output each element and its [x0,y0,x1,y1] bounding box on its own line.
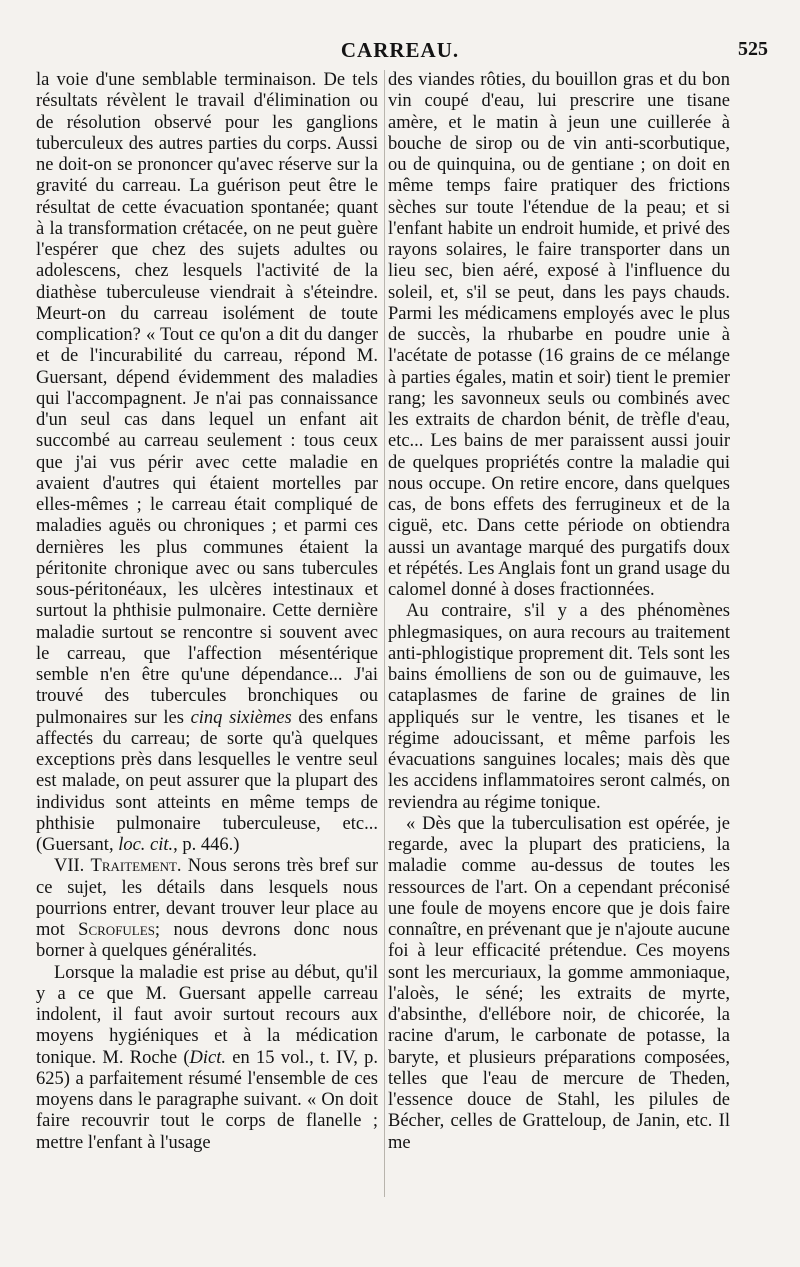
paragraph-traitement [36,856,378,962]
text-span: ; nous devrons donc nous borner à quelques généralités. [36,920,379,962]
section-heading: Traitement. [90,856,182,877]
page-header [0,36,800,66]
column-divider [384,70,385,1197]
text-span: en 15 vol., t. IV, p. 625) a parfaitement résumé l'ensemble de ces moyens dans le paragraphe suivant. « On doit faire recouvrir tout le corps de flanelle ; mettre l'enfant à l'usage [36,1047,378,1153]
paragraph-roche-quote: des viandes rôties, du bouillon gras et du bon vin coupé d'eau, lui prescrire une tisane amère, et le matin à jeun une cuillerée à bouche de sirop ou de vin anti-scorbutique, ou de quinquina, ou de gentiane ; on doit en même temps faire pratiquer des frictions sèches sur toute l'étendue de la peau; et si l'enfant habite un endroit humide, et privé des rayons solaires, le faire transporter dans un lieu sec, bien aéré, exposé à l'influence du soleil, et, s'il se peut, dans les pays chauds. Parmi les médicamens employés avec le plus de succès, la rhubarbe en poudre unie à l'acétate de potasse (16 grains de ce mélange à parties égales, matin et soir) tient le premier rang; les savonneux seuls ou combinés avec les extraits de chardon bénit, de trèfle d'eau, etc... Les bains de mer paraissent aussi jouir de quelques propriétés contre la maladie qui nous occupe. On retire encore, dans quelques cas, de bons effets des ferrugineux et de la ciguë, etc. Dans cette période on obtiendra aussi un avantage marqué des purgatifs doux et répétés. Les Anglais font un grand usage du calomel donné à doses fractionnées. [388,70,730,600]
page-number: 525 [738,38,768,60]
text-span: la voie d'une semblable terminaison. De tels résultats révèlent le travail d'élimination ou de résolution observé pour les ganglions tuberculeux des autres parties du corps. Aussi ne doit-on se prononcer qu'avec réserve sur la gravité du carreau. La guérison peut être le résultat de cette évacuation spontanée; quant à la transformation crétacée, on ne peut guère l'espérer que chez des sujets adultes ou adolescens, chez lesquels l'activité de la diathèse tuberculeuse viendrait à s'éteindre. Meurt-on du carreau isolément de toute complication? « Tout ce qu'on a dit du danger et de l'incurabilité du carreau, répond M. Guersant, dépend évidemment des maladies qui l'accompagnent. Je n'ai pas connaissance d'un seul cas dans lequel un enfant ait succombé au carreau seulement : tous ceux que j'ai vus périr avec cette maladie en avaient d'autres qui étaient mortelles par elles-mêmes ; le carreau était compliqué de maladies aguës ou chroniques ; et parmi ces dernières les plus communes étaient la péritonite chronique avec ou sans tubercules sous-péritonéaux, les ulcères intestinaux et surtout la phthisie pulmonaire. Cette dernière maladie surtout se rencontre si souvent avec le carreau, que l'affection mésentérique semble n'en être qu'une dépendance... J'ai trouvé des tubercules bronchiques ou pulmonaires sur les [36,70,378,728]
paragraph-antiphlogistic: Au contraire, s'il y a des phénomènes phlegmasiques, on aura recours au traitement anti-phlogistique proprement dit. Tels sont les bains émolliens de son ou de guimauve, les cataplasmes de farine de graines de lin appliqués sur le ventre, les tisanes et le régime adoucissant, et même parfois les évacuations sanguines locales; mais dès que les accidens inflammatoires seront calmés, on reviendra au régime tonique. [388,601,730,813]
running-title: CARREAU. [340,38,460,62]
text-span: Lorsque la maladie est prise au début, qu'il y a ce que M. Guersant appelle carreau indolent, il faut avoir surtout recours aux moyens hygiéniques et à la médication tonique. M. Roche ( [36,962,378,1068]
cross-reference: Scrofules [78,920,155,940]
citation-italic: loc. cit. [118,835,174,855]
section-number: VII. [54,856,85,877]
text-span: , p. 446.) [173,835,240,855]
paragraph-carreau-prognosis [36,70,378,856]
text-span: des enfans affectés du carreau; de sorte qu'à quelques exceptions près dans lesquelles le ventre seul est malade, on peut assurer que la plupart des individus sont atteints en même temps de phthisie pulmonaire tuberculeuse, etc... (Guersant, [36,707,378,855]
text-span: Nous serons très bref sur ce sujet, les détails dans lesquels nous pourrions entrer, devant trouver leur place au mot [36,856,378,940]
italic-emphasis: cinq sixièmes [190,707,292,728]
dict-italic: Dict. [189,1047,226,1068]
right-column [388,70,730,1253]
paragraph-tuberculisation: « Dès que la tuberculisation est opérée, je regarde, avec la plupart des praticiens, la maladie comme au-dessus de toutes les ressources de l'art. On a cependant préconisé une foule de moyens encore que je dois faire connaître, en prévenant que je n'ajoute aucune foi à leur efficacité prétendue. Ces moyens sont les mercuriaux, la gomme ammoniaque, l'aloès, le séné; les extraits de myrte, d'absinthe, d'ellébore noir, de chicorée, la racine d'arum, le carbonate de potasse, la baryte, et plusieurs préparations composées, telles que l'eau de mercure de Theden, l'essence douce de Stahl, les pilules de Bécher, celles de Gratteloup, de Janin, etc. Il me [388,813,730,1153]
paragraph-debut-treatment [36,963,378,1154]
left-column [36,70,378,1253]
